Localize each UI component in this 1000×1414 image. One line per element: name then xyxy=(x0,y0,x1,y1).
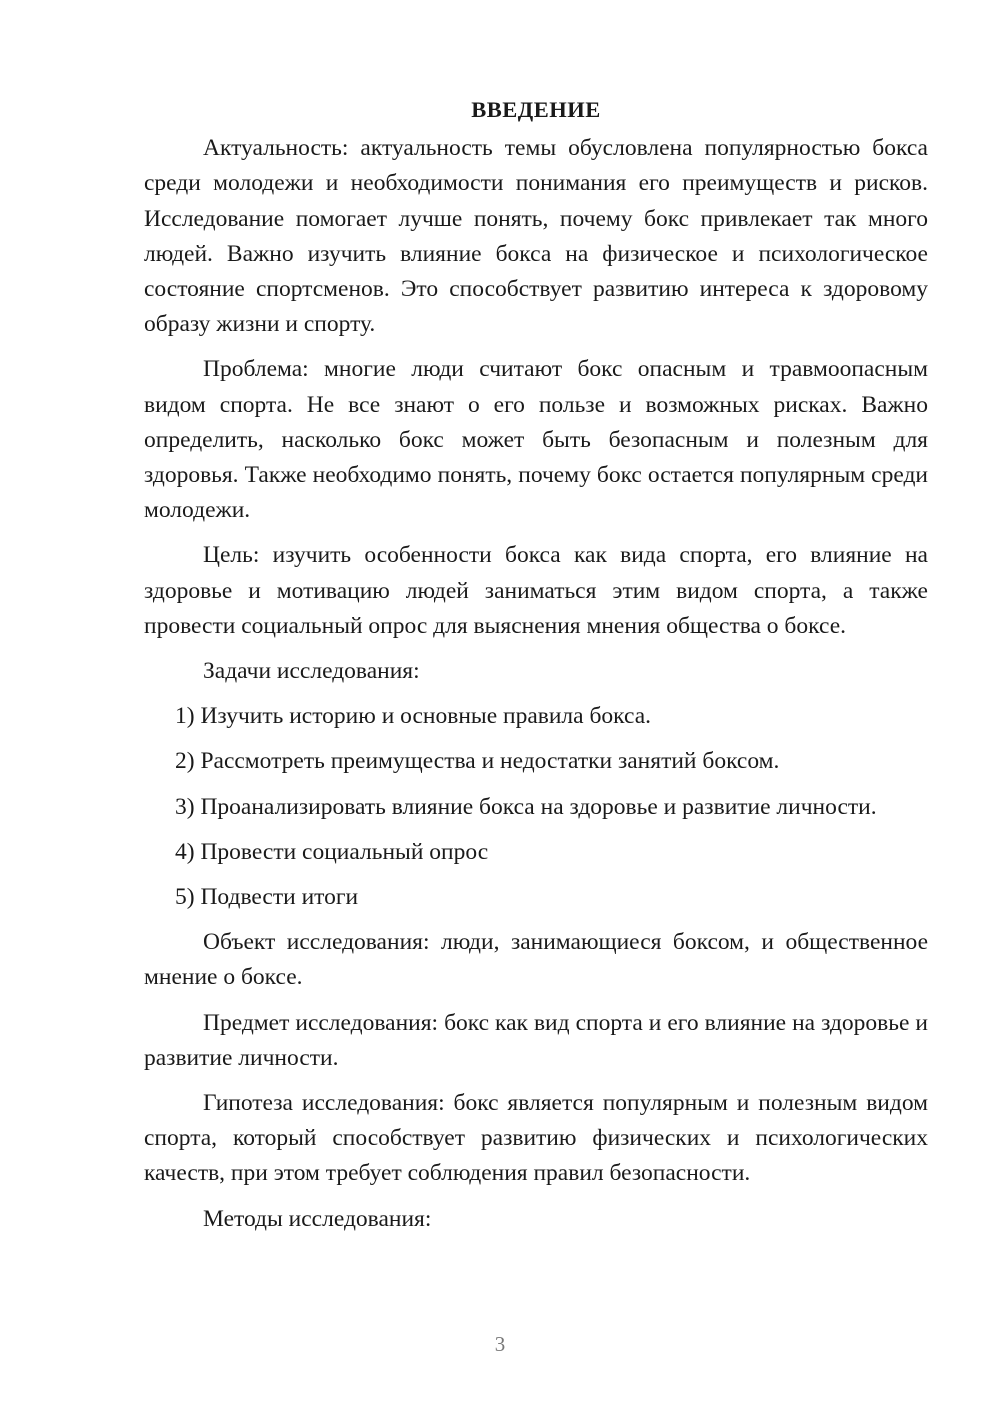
problem-paragraph: Проблема: многие люди считают бокс опасным и травмоопасным видом спорта. Не все знают о его пользе и возможных рисках. Важно определить, насколько бокс может быть безопасным и полезным для здоровья. Также необходимо понять, почему бокс остается популярным среди молодежи. xyxy=(144,356,928,524)
relevance-paragraph: Актуальность: актуальность темы обусловлена популярностью бокса среди молодежи и необходимости понимания его преимуществ и рисков. Исследование помогает лучше понять, почему бокс привлекает так много людей. Важно изучить влияние бокса на физическое и психологическое состояние спортсменов. Это способствует развитию интереса к здоровому образу жизни и спорту. xyxy=(144,135,928,338)
list-item: 1) Изучить историю и основные правила бокса. xyxy=(175,703,652,730)
list-item: 3) Проанализировать влияние бокса на здоровье и развитие личности. xyxy=(175,793,877,820)
object-paragraph: Объект исследования: люди, занимающиеся боксом, и общественное мнение о боксе. xyxy=(144,929,928,991)
hypothesis-paragraph: Гипотеза исследования: бокс является популярным и полезным видом спорта, который способствует развитию физических и психологических качеств, при этом требует соблюдения правил безопасности. xyxy=(144,1090,928,1187)
goal-paragraph: Цель: изучить особенности бокса как вида спорта, его влияние на здоровье и мотивацию людей заниматься этим видом спорта, а также провести социальный опрос для выяснения мнения общества о боксе. xyxy=(144,542,928,639)
page-content xyxy=(144,92,928,1247)
page-number: 3 xyxy=(494,1332,506,1356)
tasks-title: Задачи исследования: xyxy=(203,658,420,685)
page-title: ВВЕДЕНИЕ xyxy=(471,97,601,122)
subject-paragraph: Предмет исследования: бокс как вид спорта и его влияние на здоровье и развитие личности. xyxy=(144,1009,928,1071)
tasks-list xyxy=(144,699,928,915)
list-item: 2) Рассмотреть преимущества и недостатки занятий боксом. xyxy=(175,748,780,775)
list-item: 4) Провести социальный опрос xyxy=(175,838,489,865)
list-item: 5) Подвести итоги xyxy=(175,884,359,911)
methods-title: Методы исследования: xyxy=(203,1205,432,1232)
